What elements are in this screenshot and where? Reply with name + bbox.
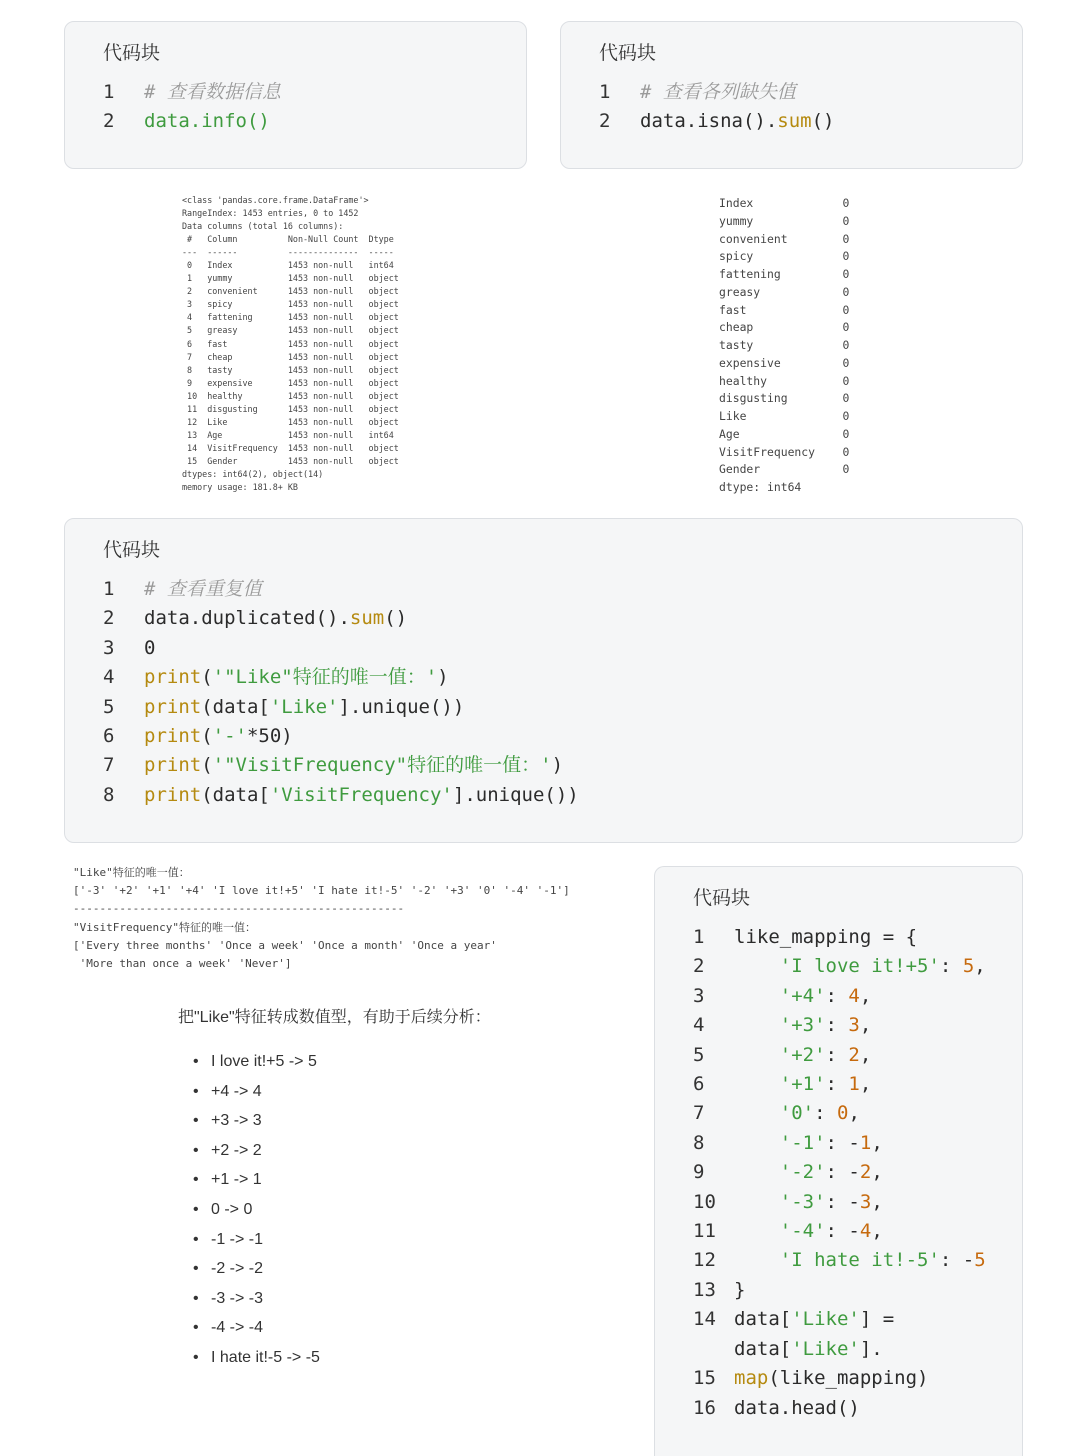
code-token: () [811, 110, 835, 133]
code-line [693, 1246, 986, 1275]
code-token: 'Like' [791, 1337, 860, 1360]
code-token: sum [349, 607, 385, 630]
code-token: ].unique()) [452, 783, 579, 806]
line-number: 5 [693, 1043, 705, 1066]
line-number: 1 [599, 81, 611, 103]
code-line [103, 575, 579, 604]
line-number: 3 [693, 984, 705, 1007]
line-number: 8 [693, 1131, 705, 1154]
code-token: data.isna(). [640, 110, 778, 133]
code-token: , [871, 1161, 883, 1184]
mapping-intro: 把"Like"特征转成数值型，有助于后续分析： [178, 1009, 491, 1026]
code-line [693, 1188, 986, 1217]
code-token: '0' [779, 1102, 815, 1125]
code-token: map [734, 1367, 769, 1390]
code-text [734, 923, 917, 952]
line-number: 4 [693, 1014, 705, 1037]
code-token: ]. [859, 1337, 883, 1360]
code-line [693, 982, 986, 1011]
code-text [734, 1011, 871, 1040]
line-number: 2 [693, 955, 705, 978]
code-line [693, 1364, 986, 1393]
line-number: 7 [693, 1102, 705, 1125]
code-text [734, 982, 871, 1011]
code-token: , [848, 1102, 860, 1125]
code-text [144, 751, 563, 780]
code-token: : - [825, 1131, 860, 1154]
code-token: '+4' [779, 984, 826, 1007]
code-token: 5 [962, 955, 975, 978]
code-text [144, 722, 293, 751]
code-token: () [384, 607, 408, 630]
line-number: 1 [103, 578, 115, 600]
code-token: : [825, 984, 849, 1007]
code-block-title: 代码块 [599, 42, 657, 64]
line-number: 5 [103, 695, 115, 718]
code-text [734, 1188, 883, 1217]
code-token: print [144, 695, 202, 718]
code-token: 3 [848, 1014, 860, 1037]
code-line [103, 604, 579, 633]
code-text [734, 1305, 894, 1334]
code-line [103, 781, 579, 810]
code-token: 2 [848, 1043, 860, 1066]
code-block-duplicates [64, 518, 1023, 843]
code-token: , [871, 1131, 883, 1154]
code-token: : - [825, 1161, 860, 1184]
code-block-title: 代码块 [103, 539, 161, 561]
code-token: data[ [734, 1337, 792, 1360]
mapping-item: • I hate it!-5 -> -5 [193, 1343, 320, 1373]
mapping-item: • -2 -> -2 [193, 1254, 320, 1284]
code-token [734, 1161, 780, 1183]
code-token [734, 1014, 780, 1036]
code-line [103, 693, 579, 722]
code-token: ] = [859, 1308, 895, 1331]
code-token: 0 [836, 1102, 849, 1125]
code-token: , [859, 1014, 872, 1037]
code-line [693, 1335, 986, 1364]
line-number: 11 [693, 1220, 716, 1243]
code-text [640, 107, 835, 136]
code-token: data.info() [144, 110, 270, 133]
code-text [144, 575, 262, 604]
mapping-item: • +4 -> 4 [193, 1077, 320, 1107]
mapping-item: • +3 -> 3 [193, 1106, 320, 1136]
code-token: '"VisitFrequency"特征的唯一值：' [212, 754, 552, 777]
code-token: ( [201, 725, 213, 748]
code-line [693, 1305, 986, 1334]
code-text [734, 1041, 871, 1070]
code-line [693, 1011, 986, 1040]
code-line [103, 722, 579, 751]
code-lines [103, 78, 281, 137]
code-token: ) [437, 666, 449, 689]
code-token: print [144, 666, 202, 689]
mapping-item: • 0 -> 0 [193, 1195, 320, 1225]
code-token: 5 [974, 1249, 986, 1272]
line-number: 1 [693, 926, 705, 948]
mapping-item: • +2 -> 2 [193, 1136, 320, 1166]
code-text [734, 1099, 860, 1128]
line-number: 3 [103, 636, 115, 659]
code-token: 2 [859, 1161, 872, 1184]
code-line [693, 952, 986, 981]
code-line [693, 1217, 986, 1246]
code-token: 4 [859, 1220, 872, 1243]
code-text [734, 1246, 986, 1275]
unique-output: "Like"特征的唯一值： ['-3' '+2' '+1' '+4' 'I love it!+5' 'I hate it!-5' '-2' '+3' '0' '-4' '-1'] -------------------------------------------------- "VisitFrequency"特征的唯一值： ['Every three months' 'Once a week' 'Once a month' 'Once a year' 'More than once a week' 'Never'] [73, 866, 570, 971]
code-token: '+1' [779, 1073, 826, 1096]
code-token: 3 [859, 1190, 872, 1213]
code-text [734, 1276, 745, 1305]
code-text [734, 1070, 871, 1099]
code-token [734, 1073, 780, 1095]
code-token: '-1' [779, 1131, 826, 1154]
code-token: : [939, 955, 963, 978]
code-token: : - [825, 1220, 860, 1243]
code-block-info [64, 21, 527, 169]
code-token: , [974, 955, 986, 978]
line-number: 4 [103, 666, 115, 689]
code-token: 1 [859, 1131, 872, 1154]
code-token: data.duplicated(). [144, 607, 350, 630]
line-number: 2 [103, 110, 115, 133]
code-token: 1 [848, 1073, 860, 1096]
mapping-list [193, 1047, 320, 1373]
line-number: 16 [693, 1396, 716, 1419]
code-token: # 查看重复值 [144, 578, 262, 600]
code-token: (like_mapping) [768, 1367, 929, 1390]
code-token: 0 [144, 636, 156, 659]
mapping-item: • -1 -> -1 [193, 1225, 320, 1255]
code-token: *50) [246, 725, 293, 748]
code-lines [103, 575, 579, 810]
code-block-isna [560, 21, 1023, 169]
code-token: ( [201, 666, 213, 689]
code-line [693, 1158, 986, 1187]
code-token: 'VisitFrequency' [269, 783, 453, 806]
code-line [103, 751, 579, 780]
code-block-mapping [654, 866, 1023, 1456]
line-number: 2 [599, 110, 611, 133]
code-block-title: 代码块 [103, 42, 161, 64]
code-token: '+3' [779, 1014, 826, 1037]
code-text [144, 663, 449, 692]
mapping-item: • -4 -> -4 [193, 1313, 320, 1343]
code-token: ) [551, 754, 564, 777]
code-token: 'I hate it!-5' [779, 1249, 940, 1272]
code-token [734, 1191, 780, 1213]
code-text [640, 78, 796, 107]
code-token: 4 [848, 984, 860, 1007]
code-line [693, 1099, 986, 1128]
code-block-title: 代码块 [693, 887, 751, 909]
code-token: } [734, 1278, 746, 1301]
code-token: : [814, 1102, 837, 1125]
code-token: : [825, 1014, 849, 1037]
code-token: : [825, 1043, 849, 1066]
code-token: , [859, 1043, 872, 1066]
code-line [693, 1394, 986, 1423]
code-token: '"Like"特征的唯一值：' [212, 666, 438, 689]
code-token: , [859, 984, 872, 1007]
code-token: : - [939, 1249, 975, 1272]
line-number: 7 [103, 754, 115, 777]
code-token [734, 955, 780, 977]
code-line [693, 1070, 986, 1099]
code-token [734, 985, 780, 1007]
code-text [144, 604, 407, 633]
code-line [103, 663, 579, 692]
code-token: '-' [212, 725, 247, 748]
line-number: 15 [693, 1367, 716, 1390]
code-token: data.head() [734, 1396, 860, 1419]
line-number: 12 [693, 1249, 716, 1272]
code-token: print [144, 754, 202, 777]
info-output: <class 'pandas.core.frame.DataFrame'> RangeIndex: 1453 entries, 0 to 1452 Data columns (total 16 columns): # Column Non-Null Count Dtype --- ------ -------------- ----- 0 Index 1453 non-null int64 1 yummy 1453 non-null object 2 convenient 1453 non-null object 3 spicy 1453 non-null object 4 fattening 1453 non-null object 5 greasy 1453 non-null object 6 fast 1453 non-null object 7 cheap 1453 non-null object 8 tasty 1453 non-null object 9 expensive 1453 non-null object 10 healthy 1453 non-null object 11 disgusting 1453 non-null object 12 Like 1453 non-null object 13 Age 1453 non-null int64 14 VisitFrequency 1453 non-null object 15 Gender 1453 non-null object dtypes: int64(2), object(14) memory usage: 181.8+ KB [182, 195, 399, 493]
code-text [734, 1217, 883, 1246]
code-token: print [144, 783, 202, 806]
code-lines [693, 923, 986, 1423]
code-token: # 查看各列缺失值 [640, 81, 796, 103]
code-token [734, 1132, 780, 1154]
code-token [734, 1102, 780, 1124]
code-line [103, 78, 281, 107]
code-text [144, 78, 281, 107]
code-token: : - [825, 1190, 860, 1213]
code-text [144, 781, 579, 810]
code-token: ( [201, 754, 213, 777]
mapping-item: • -3 -> -3 [193, 1284, 320, 1314]
code-token: , [871, 1190, 883, 1213]
code-token: , [871, 1220, 883, 1243]
code-line [693, 923, 986, 952]
code-line [693, 1129, 986, 1158]
code-token: '+2' [779, 1043, 826, 1066]
code-token: : [825, 1073, 849, 1096]
code-token: (data[ [201, 695, 270, 718]
line-number: 6 [103, 725, 115, 748]
code-text [734, 1158, 883, 1187]
code-line [693, 1041, 986, 1070]
line-number: 1 [103, 81, 115, 103]
line-number: 14 [693, 1308, 716, 1331]
code-token: 'Like' [269, 695, 339, 718]
line-number: 13 [693, 1278, 716, 1301]
code-lines [599, 78, 835, 137]
code-token [734, 1220, 780, 1242]
code-line [103, 107, 281, 136]
code-token [734, 1249, 780, 1271]
code-token: # 查看数据信息 [144, 81, 281, 103]
code-token: print [144, 725, 202, 748]
code-text [734, 1364, 928, 1393]
code-text [144, 693, 464, 722]
code-text [734, 952, 986, 981]
code-token: , [859, 1073, 872, 1096]
line-number: 6 [693, 1073, 705, 1096]
code-token: ].unique()) [338, 695, 465, 718]
code-text [734, 1394, 860, 1423]
code-text [144, 107, 270, 136]
code-text [144, 634, 155, 663]
line-number [693, 1335, 734, 1364]
code-token: data[ [734, 1308, 792, 1331]
line-number: 8 [103, 783, 115, 806]
line-number: 2 [103, 607, 115, 630]
code-text [734, 1335, 883, 1364]
code-line [103, 634, 579, 663]
code-line [599, 107, 835, 136]
code-text [734, 1129, 883, 1158]
line-number: 9 [693, 1161, 705, 1184]
mapping-item: • I love it!+5 -> 5 [193, 1047, 320, 1077]
code-token: 'I love it!+5' [779, 955, 940, 978]
isna-output: Index 0 yummy 0 convenient 0 spicy 0 fattening 0 greasy 0 fast 0 cheap 0 tasty 0 expensive 0 healthy 0 disgusting 0 Like 0 Age 0 VisitFrequency 0 Gender 0 dtype: int64 [719, 196, 850, 494]
line-number: 10 [693, 1190, 716, 1213]
code-token: 'Like' [791, 1308, 860, 1331]
code-line [599, 78, 835, 107]
code-token: '-2' [779, 1161, 826, 1184]
code-token: '-3' [779, 1190, 826, 1213]
code-token: (data[ [201, 783, 270, 806]
code-token: sum [777, 110, 812, 133]
code-token [734, 1044, 780, 1066]
code-line [693, 1276, 986, 1305]
mapping-item: • +1 -> 1 [193, 1165, 320, 1195]
code-token: like_mapping = { [734, 926, 918, 948]
code-token: '-4' [779, 1220, 826, 1243]
